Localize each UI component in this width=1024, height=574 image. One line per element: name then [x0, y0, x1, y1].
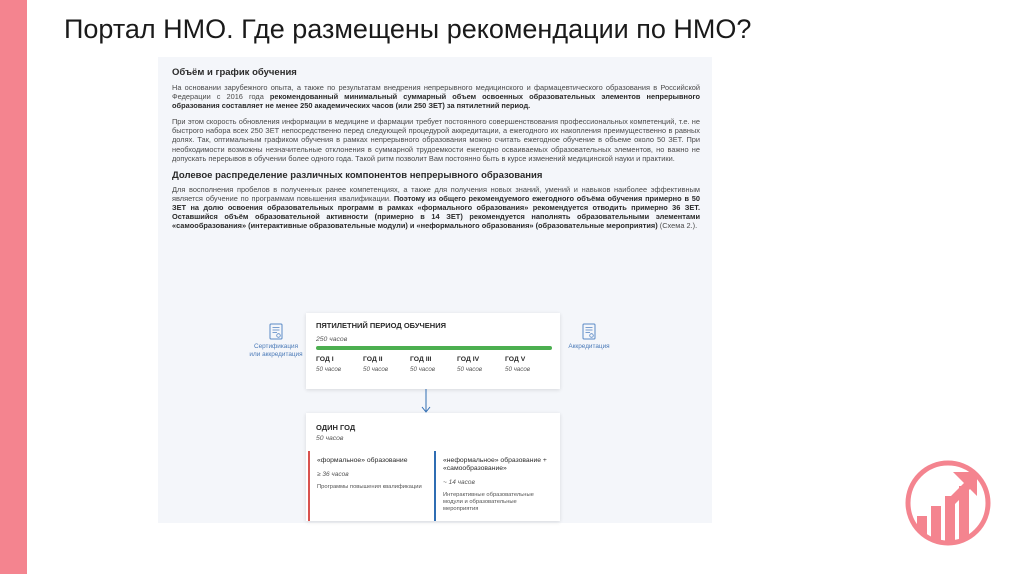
accent-bar: [0, 0, 27, 574]
certification-box: [248, 323, 304, 358]
year-hours: 50 часов: [505, 366, 531, 373]
year-hours: 50 часов: [316, 366, 342, 373]
certification-label: Сертификация или аккредитация: [249, 343, 303, 358]
paragraph-3: Для восполнения пробелов в полученных ранее компетенциях, а также для получения новых знаний, умений и навыков наиболее эффективным является обучение по программам повышения квалификации. Поэтому из общего рекомендуемого ежегодного объёма обучения примерно в 50 ЗЕТ на долю освоения образовательных программ в рамках «формального образования» рекомендуется отводить примерно 36 ЗЕТ. Оставшийся объём образовательной активности (примерно в 14 ЗЕТ) рекомендуется наполнять образовательными элементами «самообразования» (интерактивные образовательные модули) и «неформального образования» (образовательные мероприятия) (Схема 2.).: [172, 184, 700, 231]
accreditation-label: Аккредитация: [568, 343, 610, 350]
year-column: [363, 356, 388, 373]
year-label: ГОД III: [410, 356, 432, 363]
paragraph-1: На основании зарубежного опыта, а также по результатам внедрения непрерывного медицинского и фармацевтического образования в Российской Федерации с 2016 года рекомендованный минимальный суммарный объем освоенных образовательных элементов непрерывного образования составляет не менее 250 академических часов (или 250 ЗЕТ) за пятилетний период.: [172, 83, 700, 111]
section-heading-schedule: Объём и график обучения: [172, 67, 297, 78]
period-hours: 250 часов: [316, 336, 348, 343]
paragraph-2: При этом скорость обновления информации в медицине и фармации требует постоянного совершенствования профессиональных компетенций, т.е. не быстрого набора всех 250 ЗЕТ непосредственно перед следующей процедурой аккредитации, а ежегодного их накопления преимущественно в равных долях. Так, оптимальным графиком обучения в рамках непрерывного образования можно считать ежегодное обучение в объеме около 50 ЗЕТ. При необходимости возможны незначительные отклонения в суммарной трудоемкости ежегодно осваиваемых образовательных элементов, но важно не допускать перерывов в обучении более одного года. Такой ритм позволит Вам постоянно быть в курсе изменений медицинской науки и практики.: [172, 117, 700, 163]
document-icon: [269, 323, 283, 340]
one-year-title: ОДИН ГОД: [316, 423, 356, 432]
year-label: ГОД II: [363, 356, 383, 363]
formal-description: Программы повышения квалификации: [317, 484, 422, 491]
informal-education-column: [434, 451, 550, 521]
document-icon: [582, 323, 596, 340]
informal-hours: ~ 14 часов: [443, 479, 475, 487]
down-arrow-icon: [420, 389, 432, 415]
year-column: [505, 356, 530, 373]
year-hours: 50 часов: [457, 366, 483, 373]
years-row: [316, 356, 550, 382]
year-column: [410, 356, 435, 373]
informal-description: Интерактивные образовательные модули и образовательные мероприятия: [443, 492, 534, 513]
slide-title: Портал НМО. Где размещены рекомендации по НМО?: [64, 14, 752, 44]
growth-chart-logo-icon: [903, 458, 993, 548]
year-column: [316, 356, 341, 373]
year-label: ГОД V: [505, 356, 526, 363]
period-progress-line: [316, 346, 552, 350]
period-title: ПЯТИЛЕТНИЙ ПЕРИОД ОБУЧЕНИЯ: [316, 321, 447, 330]
accreditation-box: [560, 323, 618, 351]
five-year-period-card: [306, 313, 560, 389]
year-label: ГОД I: [316, 356, 334, 363]
year-column: [457, 356, 482, 373]
year-hours: 50 часов: [363, 366, 389, 373]
section-heading-distribution: Долевое распределение различных компонентов непрерывного образования: [172, 169, 543, 181]
one-year-hours: 50 часов: [316, 435, 344, 442]
year-label: ГОД IV: [457, 356, 480, 363]
one-year-card: [306, 413, 560, 521]
formal-title: «формальное» образование: [317, 457, 408, 464]
formal-education-column: [308, 451, 424, 521]
informal-title: «неформальное» образование + «самообразование»: [443, 457, 547, 473]
formal-hours: ≥ 36 часов: [317, 471, 349, 479]
year-hours: 50 часов: [410, 366, 436, 373]
